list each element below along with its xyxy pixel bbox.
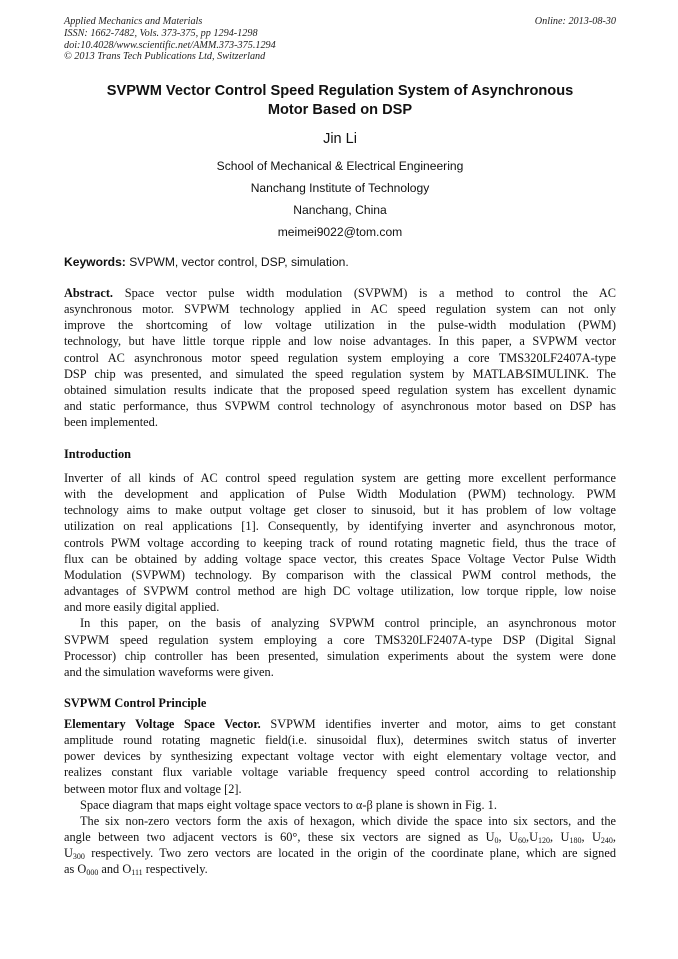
journal-name: Applied Mechanics and Materials bbox=[64, 16, 203, 27]
principle-line: The six non-zero vectors form the axis of hexagon, which divide the space into six sectors, and the bbox=[80, 813, 616, 828]
abstract-line: asynchronous motor. SVPWM technology applied in AC speed regulation system can not only bbox=[64, 302, 616, 317]
author-email: meimei9022@tom.com bbox=[277, 225, 403, 239]
intro-line: In this paper, on the basis of analyzing SVPWM control principle, an asynchronous motor bbox=[80, 616, 616, 631]
journal-doi: doi:10.4028/www.scientific.net/AMM.373-375.1294 bbox=[64, 39, 276, 51]
principle-heading: SVPWM Control Principle bbox=[64, 696, 207, 710]
principle-paragraph bbox=[64, 716, 616, 878]
keywords-text: SVPWM, vector control, DSP, simulation. bbox=[129, 255, 349, 269]
abstract bbox=[64, 285, 616, 430]
author-affiliation bbox=[64, 155, 616, 243]
principle-line: realizes constant flux variable voltage variable frequency speed control according to relationship bbox=[64, 765, 616, 780]
abstract-line: control AC asynchronous motor speed regulation system employing a core TMS320LF2407A-type bbox=[64, 350, 616, 365]
journal-copyright: © 2013 Trans Tech Publications Ltd, Switzerland bbox=[64, 51, 266, 63]
intro-line: Processor) chip controller has been presented, simulation experiments about the system were done bbox=[64, 648, 616, 663]
principle-line: Elementary Voltage Space Vector. SVPWM identifies inverter and motor, aims to get constant bbox=[64, 717, 616, 731]
intro-line: and more easily digital applied. bbox=[64, 600, 220, 615]
intro-line: technology aims to make output voltage get closer to sinusoid, but it has problem of low voltage bbox=[64, 503, 616, 518]
keywords-label: Keywords: bbox=[64, 255, 126, 269]
affiliation-institute: Nanchang Institute of Technology bbox=[250, 181, 430, 195]
intro-line: Modulation (SVPWM) technology. By comparison with the classical PWM control methods, the bbox=[64, 567, 616, 582]
paper-title bbox=[64, 82, 616, 119]
abstract-line: Abstract. Space vector pulse width modulation (SVPWM) is a method to control the AC bbox=[64, 286, 616, 300]
keywords bbox=[64, 254, 616, 270]
intro-line: SVPWM speed regulation system employing a core TMS320LF2407A-type DSP (Digital Signal bbox=[64, 632, 616, 647]
journal-issn: ISSN: 1662-7482, Vols. 373-375, pp 1294-1298 bbox=[64, 27, 258, 39]
intro-line: controls PWM voltage according to keeping track of round rotating magnetic field, thus the trace of bbox=[64, 535, 616, 550]
principle-line: as $O_{000}$ and $O_{111}$ respectively. bbox=[64, 862, 208, 878]
principle-line: Space diagram that maps eight voltage space vectors to α-β plane is shown in Fig. 1. bbox=[80, 797, 497, 812]
intro-line: flux can be obtained by adding voltage space vector, this creates Space Voltage Vector Pulse Width bbox=[64, 551, 616, 566]
title-line-1: SVPWM Vector Control Speed Regulation System of Asynchronous bbox=[106, 83, 574, 99]
author-name: Jin Li bbox=[323, 131, 357, 147]
abstract-line: technology, but have little torque ripple and low noise advantages. In this paper, a SVPWM vector bbox=[64, 334, 616, 349]
abstract-line: obtained simulation results indicate that the proposed speed regulation system has excellent dynamic bbox=[64, 382, 616, 397]
abstract-line: DSP chip was presented, and simulated the speed regulation system by MATLAB∕SIMULINK. The bbox=[64, 366, 616, 381]
abstract-line: and static performance, thus SVPWM control technology of asynchronous motor based on DSP has bbox=[64, 399, 616, 414]
principle-line: between motor flux and voltage [2]. bbox=[64, 781, 242, 796]
affiliation-city: Nanchang, China bbox=[293, 203, 387, 217]
principle-line: $U_{300}$ respectively. Two zero vectors are located in the origin of the coordinate plane, which are signed bbox=[64, 846, 616, 862]
intro-line: and the simulation waveforms were given. bbox=[64, 664, 274, 679]
abstract-line: been implemented. bbox=[64, 415, 158, 430]
principle-line: amplitude round rotating magnetic field(i.e. sinusoidal flux), determines switch status of inverter bbox=[64, 733, 616, 748]
principle-line: angle between two adjacent vectors is 60°, these six vectors are signed as $U_0$, $U_{60},U_{120}$, $U_{180}$, $U_{240}$, bbox=[64, 830, 617, 846]
introduction-heading: Introduction bbox=[64, 447, 131, 461]
journal-header bbox=[64, 16, 616, 63]
abstract-line: improve the shortcoming of low voltage utilization in the pulse-width modulation (PWM) bbox=[64, 318, 616, 333]
title-line-2: Motor Based on DSP bbox=[267, 101, 413, 118]
online-date: Online: 2013-08-30 bbox=[534, 16, 616, 27]
principle-subheading: Elementary Voltage Space Vector. bbox=[64, 717, 261, 731]
abstract-label: Abstract. bbox=[64, 286, 114, 300]
intro-line: advantages of SVPWM control method are high DC voltage utilization, low torque ripple, low noise bbox=[64, 584, 616, 599]
intro-line: utilization on real applications [1]. Consequently, by identifying inverter and asynchronous motor, bbox=[64, 519, 616, 534]
affiliation-school: School of Mechanical & Electrical Engineering bbox=[216, 159, 464, 173]
intro-line: Inverter of all kinds of AC control speed regulation system are getting more excellent performance bbox=[64, 471, 616, 485]
intro-line: with the development and application of Pulse Width Modulation (PWM) technology. PWM bbox=[64, 487, 616, 502]
principle-line: power devices by synthesizing expectant voltage vector with eight elementary voltage vector, and bbox=[64, 749, 616, 764]
introduction-paragraph-1 bbox=[64, 470, 616, 680]
